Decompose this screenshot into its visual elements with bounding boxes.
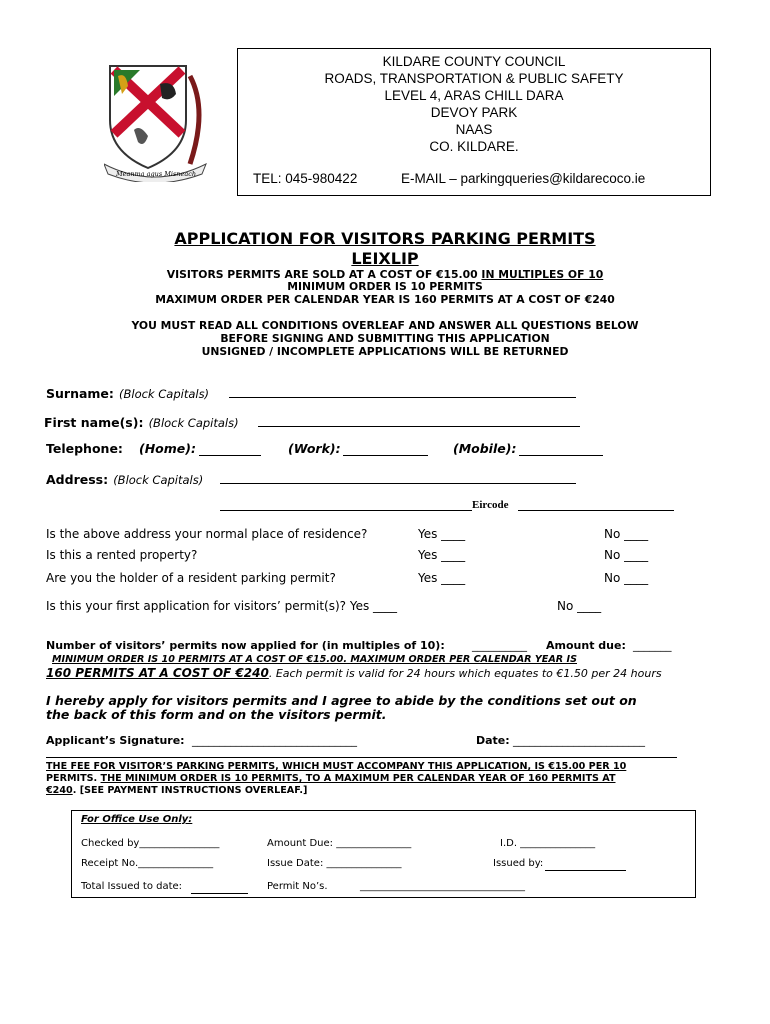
issued-by-field[interactable] bbox=[545, 870, 626, 871]
total-issued-label: Total Issued to date: bbox=[81, 881, 183, 892]
notice-line-1: YOU MUST READ ALL CONDITIONS OVERLEAF AND ANSWER ALL QUESTIONS BELOW bbox=[131, 319, 639, 332]
cost-line-3: MAXIMUM ORDER PER CALENDAR YEAR IS 160 PERMITS AT A COST OF €240 bbox=[155, 293, 615, 306]
question-resident-permit: Are you the holder of a resident parking permit? bbox=[46, 571, 336, 585]
cost-multiples: IN MULTIPLES OF 10 bbox=[481, 268, 604, 281]
question-first-application[interactable]: Is this your first application for visitors’ permit(s)? Yes ____ bbox=[46, 599, 398, 613]
cost-text: VISITORS PERMITS ARE SOLD AT A COST OF €15.00 bbox=[166, 268, 482, 281]
notice-line-2: BEFORE SIGNING AND SUBMITTING THIS APPLICATION bbox=[220, 332, 550, 345]
rented-yes[interactable]: Yes ____ bbox=[418, 548, 466, 562]
mobile-phone-field[interactable] bbox=[519, 455, 603, 456]
min-max-order-line-1: MINIMUM ORDER IS 10 PERMITS AT A COST OF €15.00. MAXIMUM ORDER PER CALENDAR YEAR IS bbox=[52, 654, 577, 665]
telephone-number: TEL: 045-980422 bbox=[253, 171, 358, 186]
issued-by-label: Issued by: bbox=[493, 858, 544, 869]
address-text: Address: bbox=[46, 472, 109, 487]
permit-count-label: Number of visitors’ permits now applied for (in multiples of 10): bbox=[46, 639, 445, 652]
council-address-box bbox=[237, 48, 711, 196]
signature-field[interactable]: ______________________________ bbox=[192, 734, 357, 747]
amount-due-label: Amount due: bbox=[546, 639, 626, 652]
address-line: LEVEL 4, ARAS CHILL DARA bbox=[384, 88, 564, 103]
email-address: E-MAIL – parkingqueries@kildarecoco.ie bbox=[401, 171, 646, 186]
eircode-label: Eircode bbox=[472, 499, 509, 511]
payment-instructions-text: . [SEE PAYMENT INSTRUCTIONS OVERLEAF.] bbox=[72, 785, 308, 796]
permit-nos-label: Permit No’s. bbox=[267, 881, 328, 892]
resident-permit-yes[interactable]: Yes ____ bbox=[418, 571, 466, 585]
question-rented: Is this a rented property? bbox=[46, 548, 198, 562]
address-field-2[interactable] bbox=[220, 510, 472, 511]
id-field[interactable]: I.D. _______________ bbox=[500, 838, 596, 849]
resident-permit-no[interactable]: No ____ bbox=[604, 571, 649, 585]
home-phone-field[interactable] bbox=[199, 455, 261, 456]
permit-nos-field[interactable]: _________________________________ bbox=[360, 881, 525, 892]
fee-min-max-text: THE MINIMUM ORDER IS 10 PERMITS, TO A MAXIMUM PER CALENDAR YEAR OF 160 PERMITS AT bbox=[100, 773, 616, 784]
block-capitals-hint: (Block Capitals) bbox=[148, 416, 239, 430]
min-max-order-line-2 bbox=[46, 666, 662, 680]
first-names-field[interactable] bbox=[258, 426, 580, 427]
telephone-label: Telephone: bbox=[46, 441, 123, 456]
checked-by-field[interactable]: Checked by________________ bbox=[81, 838, 220, 849]
receipt-no-field[interactable]: Receipt No._______________ bbox=[81, 858, 214, 869]
first-application-no[interactable]: No ____ bbox=[557, 599, 602, 613]
form-subtitle: LEIXLIP bbox=[351, 249, 419, 268]
total-issued-field[interactable] bbox=[191, 893, 248, 894]
signature-label: Applicant’s Signature: bbox=[46, 734, 185, 747]
date-label: Date: bbox=[476, 734, 510, 747]
amount-due-office-field[interactable]: Amount Due: _______________ bbox=[267, 838, 412, 849]
home-phone-label: (Home): bbox=[139, 441, 196, 456]
address-line: NAAS bbox=[455, 122, 493, 137]
divider bbox=[46, 757, 677, 758]
cost-line-2: MINIMUM ORDER IS 10 PERMITS bbox=[287, 280, 483, 293]
mobile-phone-label: (Mobile): bbox=[453, 441, 517, 456]
first-names-label bbox=[44, 412, 239, 431]
eircode-field[interactable] bbox=[518, 510, 674, 511]
max-cost-text: 160 PERMITS AT A COST OF €240 bbox=[46, 666, 269, 680]
declaration-line-2: the back of this form and on the visitors permit. bbox=[46, 707, 387, 722]
issue-date-field[interactable]: Issue Date: _______________ bbox=[267, 858, 402, 869]
address-line: DEVOY PARK bbox=[430, 105, 518, 120]
address-field[interactable] bbox=[220, 483, 576, 484]
crest-motto: Meanma agus Misneach bbox=[115, 170, 197, 178]
work-phone-label: (Work): bbox=[288, 441, 341, 456]
address-line: CO. KILDARE. bbox=[429, 139, 519, 154]
form-title: APPLICATION FOR VISITORS PARKING PERMITS bbox=[174, 229, 596, 248]
surname-field[interactable] bbox=[229, 397, 576, 398]
validity-text: . Each permit is valid for 24 hours which equates to €1.50 per 24 hours bbox=[268, 667, 662, 680]
block-capitals-hint: (Block Capitals) bbox=[119, 387, 210, 401]
surname-label bbox=[46, 383, 209, 402]
residence-yes[interactable]: Yes ____ bbox=[418, 527, 466, 541]
first-names-text: First name(s): bbox=[44, 415, 144, 430]
date-field[interactable]: ________________________ bbox=[513, 734, 645, 747]
block-capitals-hint: (Block Capitals) bbox=[113, 473, 204, 487]
rented-no[interactable]: No ____ bbox=[604, 548, 649, 562]
address-label bbox=[46, 469, 203, 488]
work-phone-field[interactable] bbox=[343, 455, 428, 456]
surname-text: Surname: bbox=[46, 386, 114, 401]
office-use-title: For Office Use Only: bbox=[81, 814, 193, 825]
fee-notice-line-1: THE FEE FOR VISITOR’S PARKING PERMITS, WHICH MUST ACCOMPANY THIS APPLICATION, IS €15.00 PER 10 bbox=[46, 761, 627, 772]
fee-notice-line-2 bbox=[46, 773, 616, 784]
fee-notice-line-3 bbox=[46, 785, 307, 796]
declaration-line-1: I hereby apply for visitors permits and I agree to abide by the conditions set out on bbox=[46, 693, 637, 708]
residence-no[interactable]: No ____ bbox=[604, 527, 649, 541]
permit-count-field[interactable]: __________ bbox=[472, 639, 527, 652]
address-line: ROADS, TRANSPORTATION & PUBLIC SAFETY bbox=[324, 71, 624, 86]
office-use-box bbox=[71, 810, 696, 898]
council-crest bbox=[104, 60, 212, 182]
address-line: KILDARE COUNTY COUNCIL bbox=[382, 54, 566, 69]
amount-due-field[interactable]: _______ bbox=[633, 639, 672, 652]
fee-total-text: €240 bbox=[46, 785, 73, 796]
fee-permits-text: PERMITS. bbox=[46, 773, 101, 784]
notice-line-3: UNSIGNED / INCOMPLETE APPLICATIONS WILL BE RETURNED bbox=[201, 345, 569, 358]
question-residence: Is the above address your normal place of residence? bbox=[46, 527, 368, 541]
